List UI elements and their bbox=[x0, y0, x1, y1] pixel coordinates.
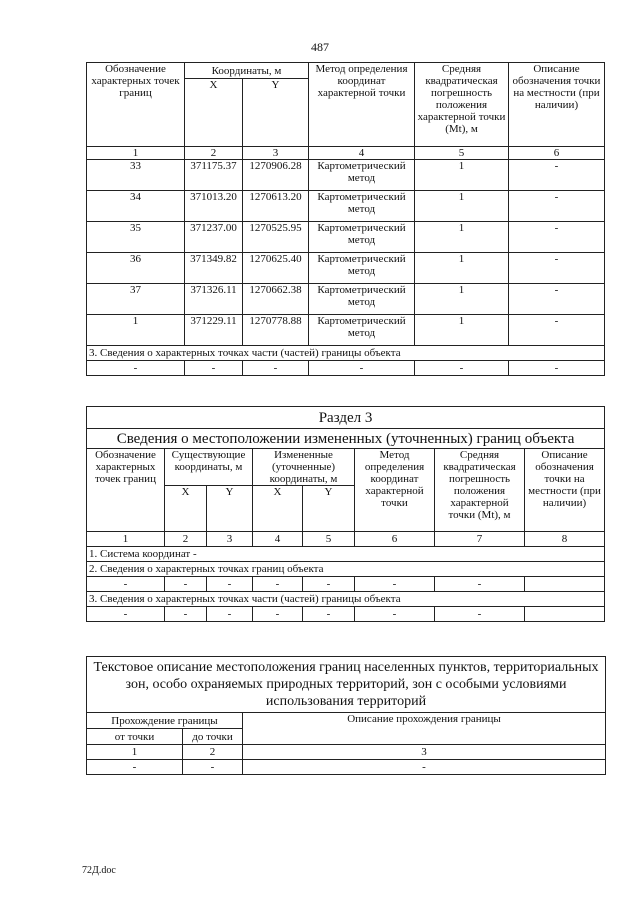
dash-cell: - bbox=[165, 577, 207, 592]
col-num: 6 bbox=[355, 532, 435, 547]
dash-cell: - bbox=[207, 607, 253, 622]
coord-x: 371229.11 bbox=[185, 315, 243, 346]
table-row bbox=[87, 222, 605, 253]
header-y: Y bbox=[303, 486, 355, 532]
col-num: 3 bbox=[243, 745, 606, 760]
table-row bbox=[87, 607, 605, 622]
header-x: X bbox=[165, 486, 207, 532]
header-x: X bbox=[253, 486, 303, 532]
coord-x: 371326.11 bbox=[185, 284, 243, 315]
dash-cell: - bbox=[415, 361, 509, 376]
error: 1 bbox=[415, 191, 509, 222]
header-error: Средняя квадратическая погрешность положения характерной точки (Mt), м bbox=[415, 63, 509, 147]
dash-cell: - bbox=[303, 607, 355, 622]
coord-y: 1270613.20 bbox=[243, 191, 309, 222]
table-row bbox=[87, 253, 605, 284]
dash-cell bbox=[525, 577, 605, 592]
dash-cell: - bbox=[435, 577, 525, 592]
section-heading: 3. Сведения о характерных точках части (частей) границы объекта bbox=[87, 346, 605, 361]
header-from: от точки bbox=[87, 729, 183, 745]
table-row bbox=[87, 191, 605, 222]
table-row bbox=[87, 160, 605, 191]
dash-cell: - bbox=[253, 607, 303, 622]
description: - bbox=[509, 315, 605, 346]
error: 1 bbox=[415, 315, 509, 346]
changed-boundaries-table bbox=[86, 406, 605, 622]
page-number: 487 bbox=[311, 40, 329, 54]
section-title: Текстовое описание местоположения границ населенных пунктов, территориальных зон, особо охраняемых природных территорий, зон с особыми условиями использования территорий bbox=[87, 657, 606, 713]
dash-cell: - bbox=[243, 361, 309, 376]
header-existing-coordinates: Существующие координаты, м bbox=[165, 449, 253, 486]
dash-cell: - bbox=[87, 760, 183, 775]
header-passage: Прохождение границы bbox=[87, 713, 243, 729]
col-num: 5 bbox=[303, 532, 355, 547]
col-num: 2 bbox=[185, 147, 243, 160]
dash-cell: - bbox=[87, 607, 165, 622]
header-point: Обозначение характерных точек границ bbox=[87, 449, 165, 532]
dash-cell: - bbox=[185, 361, 243, 376]
dash-cell: - bbox=[183, 760, 243, 775]
dash-cell: - bbox=[243, 760, 606, 775]
col-num: 7 bbox=[435, 532, 525, 547]
header-coordinates: Координаты, м bbox=[185, 63, 309, 79]
error: 1 bbox=[415, 222, 509, 253]
header-y: Y bbox=[207, 486, 253, 532]
table-row bbox=[87, 760, 606, 775]
method: Картометрический метод bbox=[309, 284, 415, 315]
col-num: 3 bbox=[207, 532, 253, 547]
table-row bbox=[87, 284, 605, 315]
method: Картометрический метод bbox=[309, 160, 415, 191]
col-num: 1 bbox=[87, 745, 183, 760]
col-num: 2 bbox=[165, 532, 207, 547]
dash-cell bbox=[525, 607, 605, 622]
dash-cell: - bbox=[509, 361, 605, 376]
section-subtitle: Сведения о местоположении измененных (уточненных) границ объекта bbox=[87, 429, 605, 449]
dash-cell: - bbox=[87, 577, 165, 592]
col-num: 6 bbox=[509, 147, 605, 160]
method: Картометрический метод bbox=[309, 222, 415, 253]
col-num: 4 bbox=[309, 147, 415, 160]
header-x: X bbox=[185, 79, 243, 147]
point-id: 36 bbox=[87, 253, 185, 284]
table-row bbox=[87, 361, 605, 376]
dash-cell: - bbox=[303, 577, 355, 592]
dash-cell: - bbox=[253, 577, 303, 592]
coord-y: 1270625.40 bbox=[243, 253, 309, 284]
boundary-points-table bbox=[86, 62, 605, 376]
col-num: 2 bbox=[183, 745, 243, 760]
col-num: 8 bbox=[525, 532, 605, 547]
coord-x: 371013.20 bbox=[185, 191, 243, 222]
coord-x: 371237.00 bbox=[185, 222, 243, 253]
table-row bbox=[87, 315, 605, 346]
error: 1 bbox=[415, 160, 509, 191]
col-num: 3 bbox=[243, 147, 309, 160]
header-changed-coordinates: Измененные (уточненные) координаты, м bbox=[253, 449, 355, 486]
dash-cell: - bbox=[87, 361, 185, 376]
description: - bbox=[509, 253, 605, 284]
header-description: Описание обозначения точки на местности (при наличии) bbox=[509, 63, 605, 147]
header-description: Описание прохождения границы bbox=[243, 713, 606, 745]
description: - bbox=[509, 222, 605, 253]
point-id: 33 bbox=[87, 160, 185, 191]
dash-cell: - bbox=[165, 607, 207, 622]
coord-x: 371175.37 bbox=[185, 160, 243, 191]
dash-cell: - bbox=[355, 607, 435, 622]
error: 1 bbox=[415, 284, 509, 315]
header-description: Описание обозначения точки на местности (при наличии) bbox=[525, 449, 605, 532]
text-description-table bbox=[86, 656, 606, 775]
description: - bbox=[509, 284, 605, 315]
col-num: 1 bbox=[87, 532, 165, 547]
header-method: Метод определения координат характерной точки bbox=[355, 449, 435, 532]
coordinate-system: 1. Система координат - bbox=[87, 547, 605, 562]
coord-x: 371349.82 bbox=[185, 253, 243, 284]
section-heading: 2. Сведения о характерных точках границ объекта bbox=[87, 562, 605, 577]
method: Картометрический метод bbox=[309, 253, 415, 284]
description: - bbox=[509, 160, 605, 191]
coord-y: 1270906.28 bbox=[243, 160, 309, 191]
coord-y: 1270525.95 bbox=[243, 222, 309, 253]
method: Картометрический метод bbox=[309, 315, 415, 346]
header-point: Обозначение характерных точек границ bbox=[87, 63, 185, 147]
section-heading: 3. Сведения о характерных точках части (частей) границы объекта bbox=[87, 592, 605, 607]
point-id: 1 bbox=[87, 315, 185, 346]
point-id: 37 bbox=[87, 284, 185, 315]
document-footer: 72Д.doc bbox=[82, 865, 116, 876]
header-y: Y bbox=[243, 79, 309, 147]
coord-y: 1270662.38 bbox=[243, 284, 309, 315]
col-num: 4 bbox=[253, 532, 303, 547]
dash-cell: - bbox=[435, 607, 525, 622]
description: - bbox=[509, 191, 605, 222]
header-to: до точки bbox=[183, 729, 243, 745]
header-error: Средняя квадратическая погрешность положения характерной точки (Mt), м bbox=[435, 449, 525, 532]
table-row bbox=[87, 577, 605, 592]
col-num: 1 bbox=[87, 147, 185, 160]
dash-cell: - bbox=[207, 577, 253, 592]
point-id: 34 bbox=[87, 191, 185, 222]
col-num: 5 bbox=[415, 147, 509, 160]
method: Картометрический метод bbox=[309, 191, 415, 222]
section-title: Раздел 3 bbox=[87, 407, 605, 429]
point-id: 35 bbox=[87, 222, 185, 253]
dash-cell: - bbox=[309, 361, 415, 376]
error: 1 bbox=[415, 253, 509, 284]
header-method: Метод определения координат характерной точки bbox=[309, 63, 415, 147]
dash-cell: - bbox=[355, 577, 435, 592]
coord-y: 1270778.88 bbox=[243, 315, 309, 346]
